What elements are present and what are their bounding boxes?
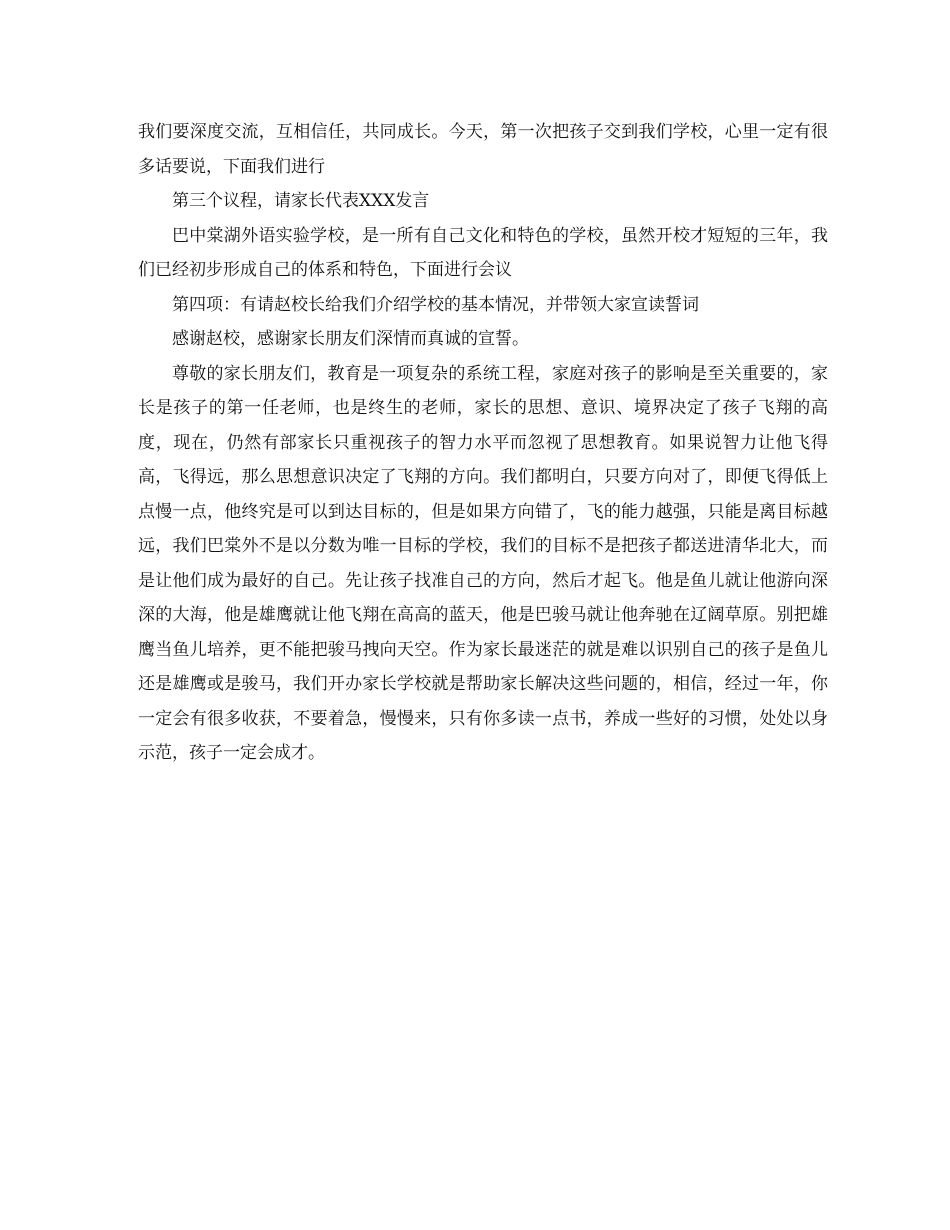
paragraph-school-intro: 巴中棠湖外语实验学校，是一所有自己文化和特色的学校，虽然开校才短短的三年，我们已经初步形成自己的体系和特色，下面进行会议 <box>138 225 828 280</box>
document-body <box>138 115 828 771</box>
paragraph-thanks: 感谢赵校，感谢家长朋友们深情而真诚的宣誓。 <box>172 329 529 349</box>
paragraph-agenda-four: 第四项：有请赵校长给我们介绍学校的基本情况，并带领大家宣读誓词 <box>172 294 699 315</box>
paragraph-intro: 我们要深度交流，互相信任，共同成长。今天，第一次把孩子交到我们学校，心里一定有很多话要说，下面我们进行 <box>138 122 828 177</box>
paragraph-main-speech: 尊敬的家长朋友们，教育是一项复杂的系统工程，家庭对孩子的影响是至关重要的，家长是孩子的第一任老师，也是终生的老师，家长的思想、意识、境界决定了孩子飞翔的高度，现在，仍然有部家长只重视孩子的智力水平而忽视了思想教育。如果说智力让他飞得高，飞得远，那么思想意识决定了飞翔的方向。我们都明白，只要方向对了，即便飞得低上点慢一点，他终究是可以到达目标的，但是如果方向错了，飞的能力越强，只能是离目标越远，我们巴棠外不是以分数为唯一目标的学校，我们的目标不是把孩子都送进清华北大，而是让他们成为最好的自己。先让孩子找准自己的方向，然后才起飞。他是鱼儿就让他游向深深的大海，他是雄鹰就让他飞翔在高高的蓝天，他是巴骏马就让他奔驰在辽阔草原。别把雄鹰当鱼儿培养，更不能把骏马拽向天空。作为家长最迷茫的就是难以识别自己的孩子是鱼儿还是雄鹰或是骏马，我们开办家长学校就是帮助家长解决这些问题的，相信，经过一年，你一定会有很多收获，不要着急，慢慢来，只有你多读一点书，养成一些好的习惯，处处以身示范，孩子一定会成才。 <box>138 363 828 763</box>
paragraph-agenda-three: 第三个议程，请家长代表XXX发言 <box>172 191 430 211</box>
